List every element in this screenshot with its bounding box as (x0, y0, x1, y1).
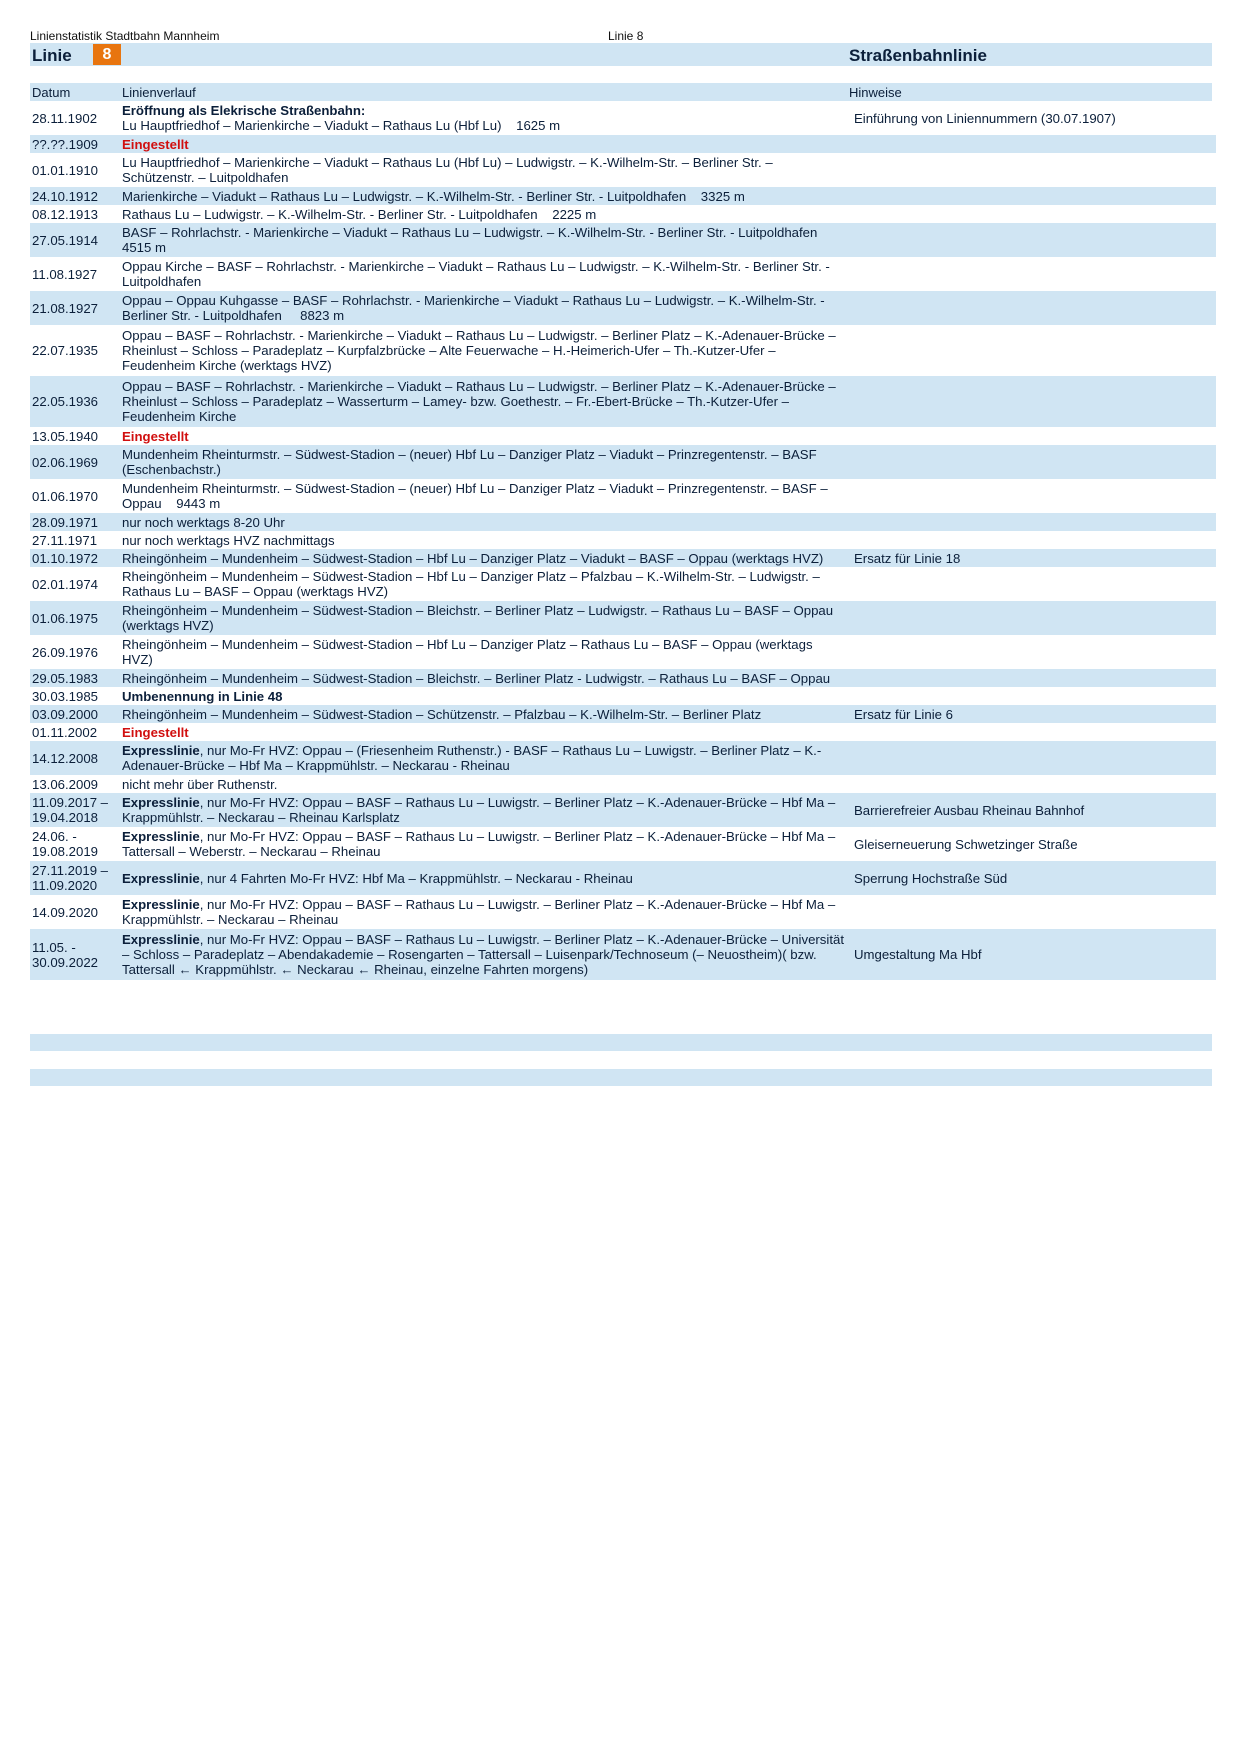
document-title: Linienstatistik Stadtbahn Mannheim (30, 29, 220, 43)
row-date: 14.09.2020 (32, 904, 99, 920)
route-text: Rheingönheim – Mundenheim – Südwest-Stadion – Bleichstr. – Berliner Platz – Ludwigstr. – Rathaus Lu – BASF – Oppau (werktags HVZ) (122, 603, 837, 633)
row-route (120, 549, 846, 567)
table-row (30, 445, 1216, 479)
table-row (30, 895, 1216, 929)
route-text: Rathaus Lu – Ludwigstr. – K.-Wilhelm-Str. - Berliner Str. - Luitpoldhafen 2225 m (122, 206, 597, 222)
row-note (846, 669, 1216, 687)
route-text: Rheingönheim – Mundenheim – Südwest-Stadion – Hbf Lu – Danziger Platz – Viadukt – BASF – Oppau (werktags HVZ) (122, 550, 824, 566)
route-text: Rheingönheim – Mundenheim – Südwest-Stadion – Schützenstr. – Pfalzbau – K.-Wilhelm-Str. – Berliner Platz (122, 706, 762, 722)
row-note (846, 325, 1216, 376)
route-text: , nur 4 Fahrten Mo-Fr HVZ: Hbf Ma – Krappmühlstr. – Neckarau - Rheinau (199, 870, 633, 886)
row-note (846, 513, 1216, 531)
row-route (120, 427, 846, 445)
route-text: Mundenheim Rheinturmstr. – Südwest-Stadion – (neuer) Hbf Lu – Danziger Platz – Viadukt – Prinzregentenstr. – BASF (Eschenbachstr.) (122, 447, 821, 477)
row-date: 13.05.1940 (32, 428, 99, 444)
row-date: 02.01.1974 (32, 576, 99, 592)
row-route (120, 635, 846, 669)
row-note (846, 567, 1216, 601)
row-route (120, 325, 846, 376)
table-row (30, 427, 1216, 445)
row-date: 11.09.2017 – 19.04.2018 (30, 793, 120, 827)
route-text: , nur Mo-Fr HVZ: Oppau – (Friesenheim Ruthenstr.) - BASF – Rathaus Lu – Luwigstr. – Berliner Platz – K.-Adenauer-Brücke – Hbf Ma – Krappmühlstr. – Neckarau - Rheinau (122, 743, 822, 773)
row-route (120, 895, 846, 929)
row-route (120, 291, 846, 325)
table-row (30, 861, 1216, 895)
table-row (30, 479, 1216, 513)
table-row (30, 929, 1216, 980)
table-row (30, 223, 1216, 257)
table-row (30, 635, 1216, 669)
row-date: ??.??.1909 (30, 135, 120, 153)
route-text: nur noch werktags 8-20 Uhr (122, 514, 285, 530)
row-route (120, 669, 846, 687)
document-line-label: Linie 8 (608, 29, 644, 43)
row-note: Umgestaltung Ma Hbf (846, 929, 1216, 980)
row-date: 28.09.1971 (30, 513, 120, 531)
row-route (120, 567, 846, 601)
row-route (120, 861, 846, 895)
row-date: 01.06.1970 (32, 488, 99, 504)
table-row (30, 205, 1216, 223)
row-date: 11.05. - 30.09.2022 (30, 929, 120, 980)
route-text: Lu Hauptfriedhof – Marienkirche – Viadukt – Rathaus Lu (Hbf Lu) 1625 m (122, 118, 561, 133)
document-header (30, 29, 1210, 43)
history-table (30, 101, 1216, 980)
row-date: 24.06. - 19.08.2019 (32, 829, 99, 859)
table-row (30, 705, 1216, 723)
row-date: 21.08.1927 (30, 291, 120, 325)
route-text: BASF – Rohrlachstr. - Marienkirche – Viadukt – Rathaus Lu – Ludwigstr. – K.-Wilhelm-Str. - Berliner Str. - Luitpoldhafen 4515 m (122, 225, 832, 255)
row-note (846, 427, 1216, 445)
route-note-bold: Umbenennung in Linie 48 (122, 688, 283, 704)
line-number-badge: 8 (93, 44, 121, 65)
row-route (120, 187, 846, 205)
table-row (30, 775, 1216, 793)
route-text: Mundenheim Rheinturmstr. – Südwest-Stadion – (neuer) Hbf Lu – Danziger Platz – Viadukt – Prinzregentenstr. – BASF – Oppau 9443 m (122, 481, 832, 511)
row-note: Ersatz für Linie 18 (846, 549, 1216, 567)
row-note: Gleiserneuerung Schwetzinger Straße (854, 836, 1078, 852)
table-row (30, 669, 1216, 687)
route-text: nur noch werktags HVZ nachmittags (122, 532, 335, 548)
row-date: 29.05.1983 (30, 669, 120, 687)
row-route (120, 513, 846, 531)
route-text: Marienkirche – Viadukt – Rathaus Lu – Ludwigstr. – K.-Wilhelm-Str. - Berliner Str. - Luitpoldhafen 3325 m (122, 188, 745, 204)
table-row (30, 101, 1216, 135)
row-date: 02.06.1969 (30, 445, 120, 479)
row-date: 27.11.1971 (32, 532, 98, 548)
empty-row (30, 1069, 1212, 1086)
row-date: 30.03.1985 (32, 688, 99, 704)
row-date: 01.11.2002 (32, 724, 98, 740)
row-note: Einführung von Liniennummern (30.07.1907) (854, 110, 1116, 126)
row-note (846, 223, 1216, 257)
route-prefix: Expresslinie (122, 795, 200, 810)
route-text: , nur Mo-Fr HVZ: Oppau – BASF – Rathaus Lu – Luwigstr. – Berliner Platz – K.-Adenauer-Brücke – Universität – Schloss – Paradeplatz – Abendakademie – Rosengarten – Tattersall – Luisenpark/Technoseum (– Neuostheim)( bzw. Tattersall ← Krappmühlstr. ← Neckarau ← Rheinau, einzelne Fahrten morgens) (122, 932, 848, 977)
row-route (120, 101, 846, 135)
row-note (846, 479, 1216, 513)
table-row (30, 741, 1216, 775)
table-row (30, 135, 1216, 153)
table-row (30, 187, 1216, 205)
route-prefix: Expresslinie (122, 829, 200, 844)
row-note (846, 531, 1216, 549)
row-route (120, 775, 846, 793)
route-text: Oppau – BASF – Rohrlachstr. - Marienkirche – Viadukt – Rathaus Lu – Ludwigstr. – Berliner Platz – K.-Adenauer-Brücke – Rheinlust – Schloss – Paradeplatz – Kurpfalzbrücke – Alte Feuerwache – H.-Heimerich-Ufer – Th.-Kutzer-Ufer – Feudenheim Kirche (werktags HVZ) (122, 328, 840, 373)
table-row (30, 291, 1216, 325)
column-header-date: Datum (32, 85, 71, 100)
row-note: Sperrung Hochstraße Süd (846, 861, 1216, 895)
row-note (846, 741, 1216, 775)
row-route (120, 793, 846, 827)
table-row (30, 567, 1216, 601)
route-text: nicht mehr über Ruthenstr. (122, 776, 278, 792)
row-route (120, 723, 846, 741)
table-row (30, 601, 1216, 635)
row-note (846, 257, 1216, 291)
column-header-route: Linienverlauf (122, 85, 196, 100)
row-note (846, 153, 1216, 187)
row-date: 28.11.1902 (32, 110, 98, 126)
row-date: 01.06.1975 (30, 601, 120, 635)
row-date: 27.11.2019 – 11.09.2020 (30, 861, 120, 895)
row-date: 03.09.2000 (30, 705, 120, 723)
row-date: 14.12.2008 (30, 741, 120, 775)
route-text: , nur Mo-Fr HVZ: Oppau – BASF – Rathaus Lu – Luwigstr. – Berliner Platz – K.-Adenauer-Brücke – Hbf Ma – Krappmühlstr. – Neckarau – Rheinau (122, 897, 839, 927)
row-note (846, 291, 1216, 325)
row-date: 08.12.1913 (32, 206, 99, 222)
row-date: 01.01.1910 (32, 162, 99, 178)
row-route (120, 929, 846, 980)
row-route (120, 153, 846, 187)
table-row (30, 513, 1216, 531)
row-note (846, 445, 1216, 479)
row-date: 26.09.1976 (32, 644, 99, 660)
line-title-bar (30, 43, 1212, 66)
row-route (120, 223, 846, 257)
row-date: 27.05.1914 (30, 223, 120, 257)
row-date: 13.06.2009 (32, 776, 99, 792)
route-prefix: Expresslinie (122, 932, 200, 947)
row-note (846, 376, 1216, 427)
empty-row (30, 1034, 1212, 1051)
row-route (120, 257, 846, 291)
route-prefix: Expresslinie (122, 870, 200, 886)
route-prefix: Expresslinie (122, 743, 200, 758)
route-text: , nur Mo-Fr HVZ: Oppau – BASF – Rathaus Lu – Luwigstr. – Berliner Platz – K.-Adenauer-Brücke – Hbf Ma – Krappmühlstr. – Neckarau – Rheinau Karlsplatz (122, 795, 839, 825)
route-prefix: Eröffnung als Elekrische Straßenbahn: (122, 103, 366, 118)
route-prefix: Expresslinie (122, 897, 200, 912)
row-route (120, 531, 846, 549)
status-label: Eingestellt (122, 724, 189, 740)
row-route (120, 705, 846, 723)
row-date: 24.10.1912 (30, 187, 120, 205)
row-route (120, 445, 846, 479)
row-date: 22.07.1935 (32, 343, 99, 358)
row-date: 01.10.1972 (30, 549, 120, 567)
route-text: Oppau – Oppau Kuhgasse – BASF – Rohrlachstr. - Marienkirche – Viadukt – Rathaus Lu – Ludwigstr. – K.-Wilhelm-Str. - Berliner Str. - Luitpoldhafen 8823 m (122, 293, 829, 323)
row-note (846, 687, 1216, 705)
row-note (846, 723, 1216, 741)
table-row (30, 531, 1216, 549)
table-row (30, 153, 1216, 187)
row-note: Ersatz für Linie 6 (846, 705, 1216, 723)
line-label: Linie (32, 46, 72, 65)
route-text: Oppau – BASF – Rohrlachstr. - Marienkirche – Viadukt – Rathaus Lu – Ludwigstr. – Berliner Platz – K.-Adenauer-Brücke – Rheinlust – Schloss – Paradeplatz – Wasserturm – Lamey- bzw. Goethestr. – Fr.-Ebert-Brücke – Th.-Kutzer-Ufer – Feudenheim Kirche (122, 379, 840, 424)
row-note (846, 187, 1216, 205)
row-route (120, 741, 846, 775)
row-route (120, 376, 846, 427)
row-note: Barrierefreier Ausbau Rheinau Bahnhof (846, 793, 1216, 827)
status-label: Eingestellt (122, 136, 189, 152)
row-note (846, 775, 1216, 793)
row-route (120, 479, 846, 513)
row-date: 22.05.1936 (30, 376, 120, 427)
row-note (846, 135, 1216, 153)
row-note (846, 635, 1216, 669)
route-text: Rheingönheim – Mundenheim – Südwest-Stadion – Hbf Lu – Danziger Platz – Pfalzbau – K.-Wilhelm-Str. – Ludwigstr. – Rathaus Lu – BASF – Oppau (werktags HVZ) (122, 569, 824, 599)
table-row (30, 257, 1216, 291)
table-row (30, 827, 1216, 861)
table-row (30, 687, 1216, 705)
table-header (30, 83, 1212, 101)
table-row (30, 376, 1216, 427)
route-text: Lu Hauptfriedhof – Marienkirche – Viadukt – Rathaus Lu (Hbf Lu) – Ludwigstr. – K.-Wilhelm-Str. – Berliner Str. – Schützenstr. – Luitpoldhafen (122, 155, 777, 185)
route-text: , nur Mo-Fr HVZ: Oppau – BASF – Rathaus Lu – Luwigstr. – Berliner Platz – K.-Adenauer-Brücke – Hbf Ma – Tattersall – Weberstr. – Neckarau – Rheinau (122, 829, 839, 859)
row-route (120, 601, 846, 635)
row-note (846, 205, 1216, 223)
row-route (120, 205, 846, 223)
table-row (30, 549, 1216, 567)
row-route (120, 827, 846, 861)
column-header-note: Hinweise (849, 85, 902, 100)
route-text: Rheingönheim – Mundenheim – Südwest-Stadion – Hbf Lu – Danziger Platz – Rathaus Lu – BASF – Oppau (werktags HVZ) (122, 637, 817, 667)
route-text: Rheingönheim – Mundenheim – Südwest-Stadion – Bleichstr. – Berliner Platz - Ludwigstr. – Rathaus Lu – BASF – Oppau (122, 670, 831, 686)
line-type: Straßenbahnlinie (849, 46, 987, 65)
row-route (120, 687, 846, 705)
row-note (846, 895, 1216, 929)
table-row (30, 793, 1216, 827)
table-row (30, 325, 1216, 376)
row-route (120, 135, 846, 153)
route-text: Oppau Kirche – BASF – Rohrlachstr. - Marienkirche – Viadukt – Rathaus Lu – Ludwigstr. – K.-Wilhelm-Str. - Berliner Str. - Luitpoldhafen (122, 259, 834, 289)
row-note (846, 601, 1216, 635)
table-row (30, 723, 1216, 741)
row-date: 11.08.1927 (32, 266, 98, 282)
status-label: Eingestellt (122, 428, 189, 444)
